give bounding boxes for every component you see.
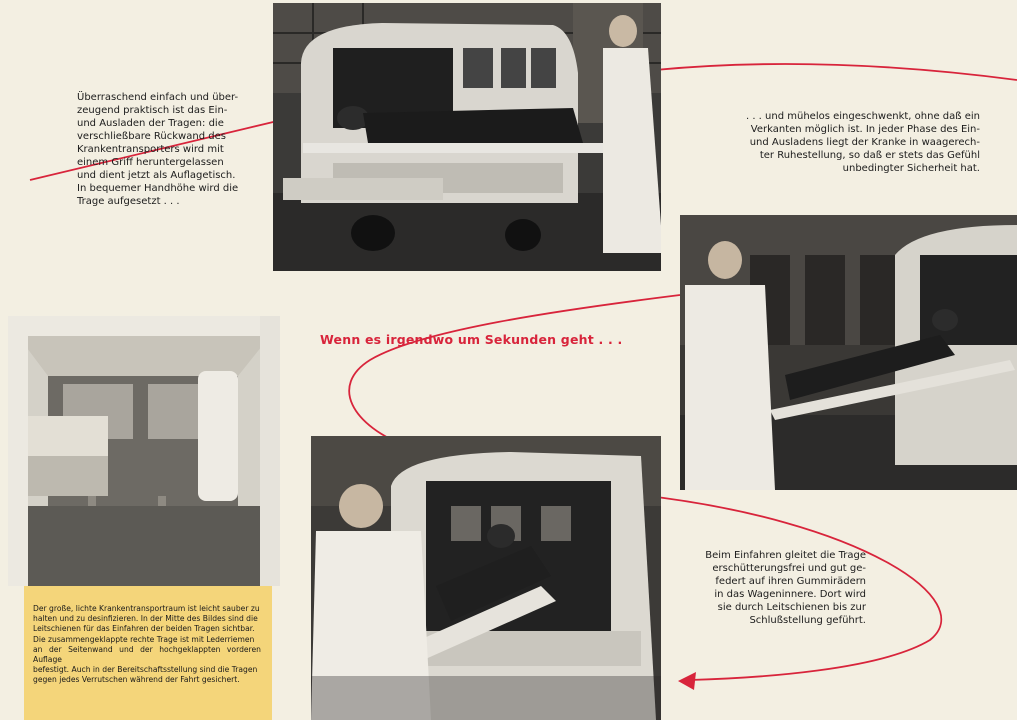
caption-line: Der große, lichte Krankentransportraum ist leicht sauber zu — [33, 604, 260, 613]
text-line: Überraschend einfach und über- — [77, 92, 239, 103]
caption-line: halten und zu desinfizieren. In der Mitte des Bildes sind die — [33, 614, 258, 624]
paragraph-bottom-right — [688, 549, 866, 627]
headline: Wenn es irgendwo um Sekunden geht . . . — [320, 332, 623, 347]
photo-interior — [8, 316, 280, 586]
text-line: Schlußstellung geführt. — [749, 615, 866, 626]
text-line: Verkanten möglich ist. In jeder Phase des Ein- — [750, 124, 980, 135]
text-line: unbedingter Sicherheit hat. — [842, 163, 980, 174]
text-line: . . . und mühelos eingeschwenkt, ohne daß ein — [745, 111, 980, 122]
text-line: und Ausladens liegt der Kranke in waagerech- — [749, 137, 980, 148]
caption-interior — [33, 604, 261, 686]
photo-stretcher-swing — [680, 215, 1017, 490]
caption-line: Die zusammengeklappte rechte Trage ist mit Lederriemen — [33, 634, 255, 644]
photo-stretcher-inside — [311, 436, 661, 720]
text-line: Trage aufgesetzt . . . — [77, 196, 180, 207]
text-line: einem Griff heruntergelassen — [77, 157, 224, 168]
text-line: In bequemer Handhöhe wird die — [77, 183, 239, 194]
caption-line: gegen jedes Verrutschen während der Fahrt gesichert. — [33, 675, 240, 685]
text-line: Krankentransporters wird mit — [77, 144, 224, 155]
paragraph-top-left — [77, 91, 261, 208]
text-line: in das Wageninnere. Dort wird — [714, 589, 866, 600]
photo-stretcher-loading — [273, 3, 661, 271]
text-line: verschließbare Rückwand des — [77, 131, 226, 142]
caption-line: Leitschienen für das Einfahren der beiden Tragen sichtbar. — [33, 624, 255, 634]
text-line: und Ausladen der Tragen: die — [77, 118, 224, 129]
text-line: sie durch Leitschienen bis zur — [717, 602, 866, 613]
text-line: und dient jetzt als Auflagetisch. — [77, 170, 236, 181]
text-line: ter Ruhestellung, so daß er stets das Gefühl — [759, 150, 980, 161]
caption-line: befestigt. Auch in der Bereitschaftsstellung sind die Tragen — [33, 665, 258, 675]
paragraph-top-right — [730, 110, 980, 175]
red-arrowhead — [678, 672, 696, 690]
text-line: federt auf ihren Gummirädern — [715, 576, 866, 587]
text-line: Beim Einfahren gleitet die Trage — [705, 550, 866, 561]
red-curve-middle — [349, 295, 680, 448]
text-line: erschütterungsfrei und gut ge- — [712, 563, 866, 574]
text-line: zeugend praktisch ist das Ein- — [77, 105, 228, 116]
caption-line: an der Seitenwand und der hochgeklappten vorderen Auflage — [33, 644, 261, 665]
red-line-top-right — [655, 64, 1017, 80]
